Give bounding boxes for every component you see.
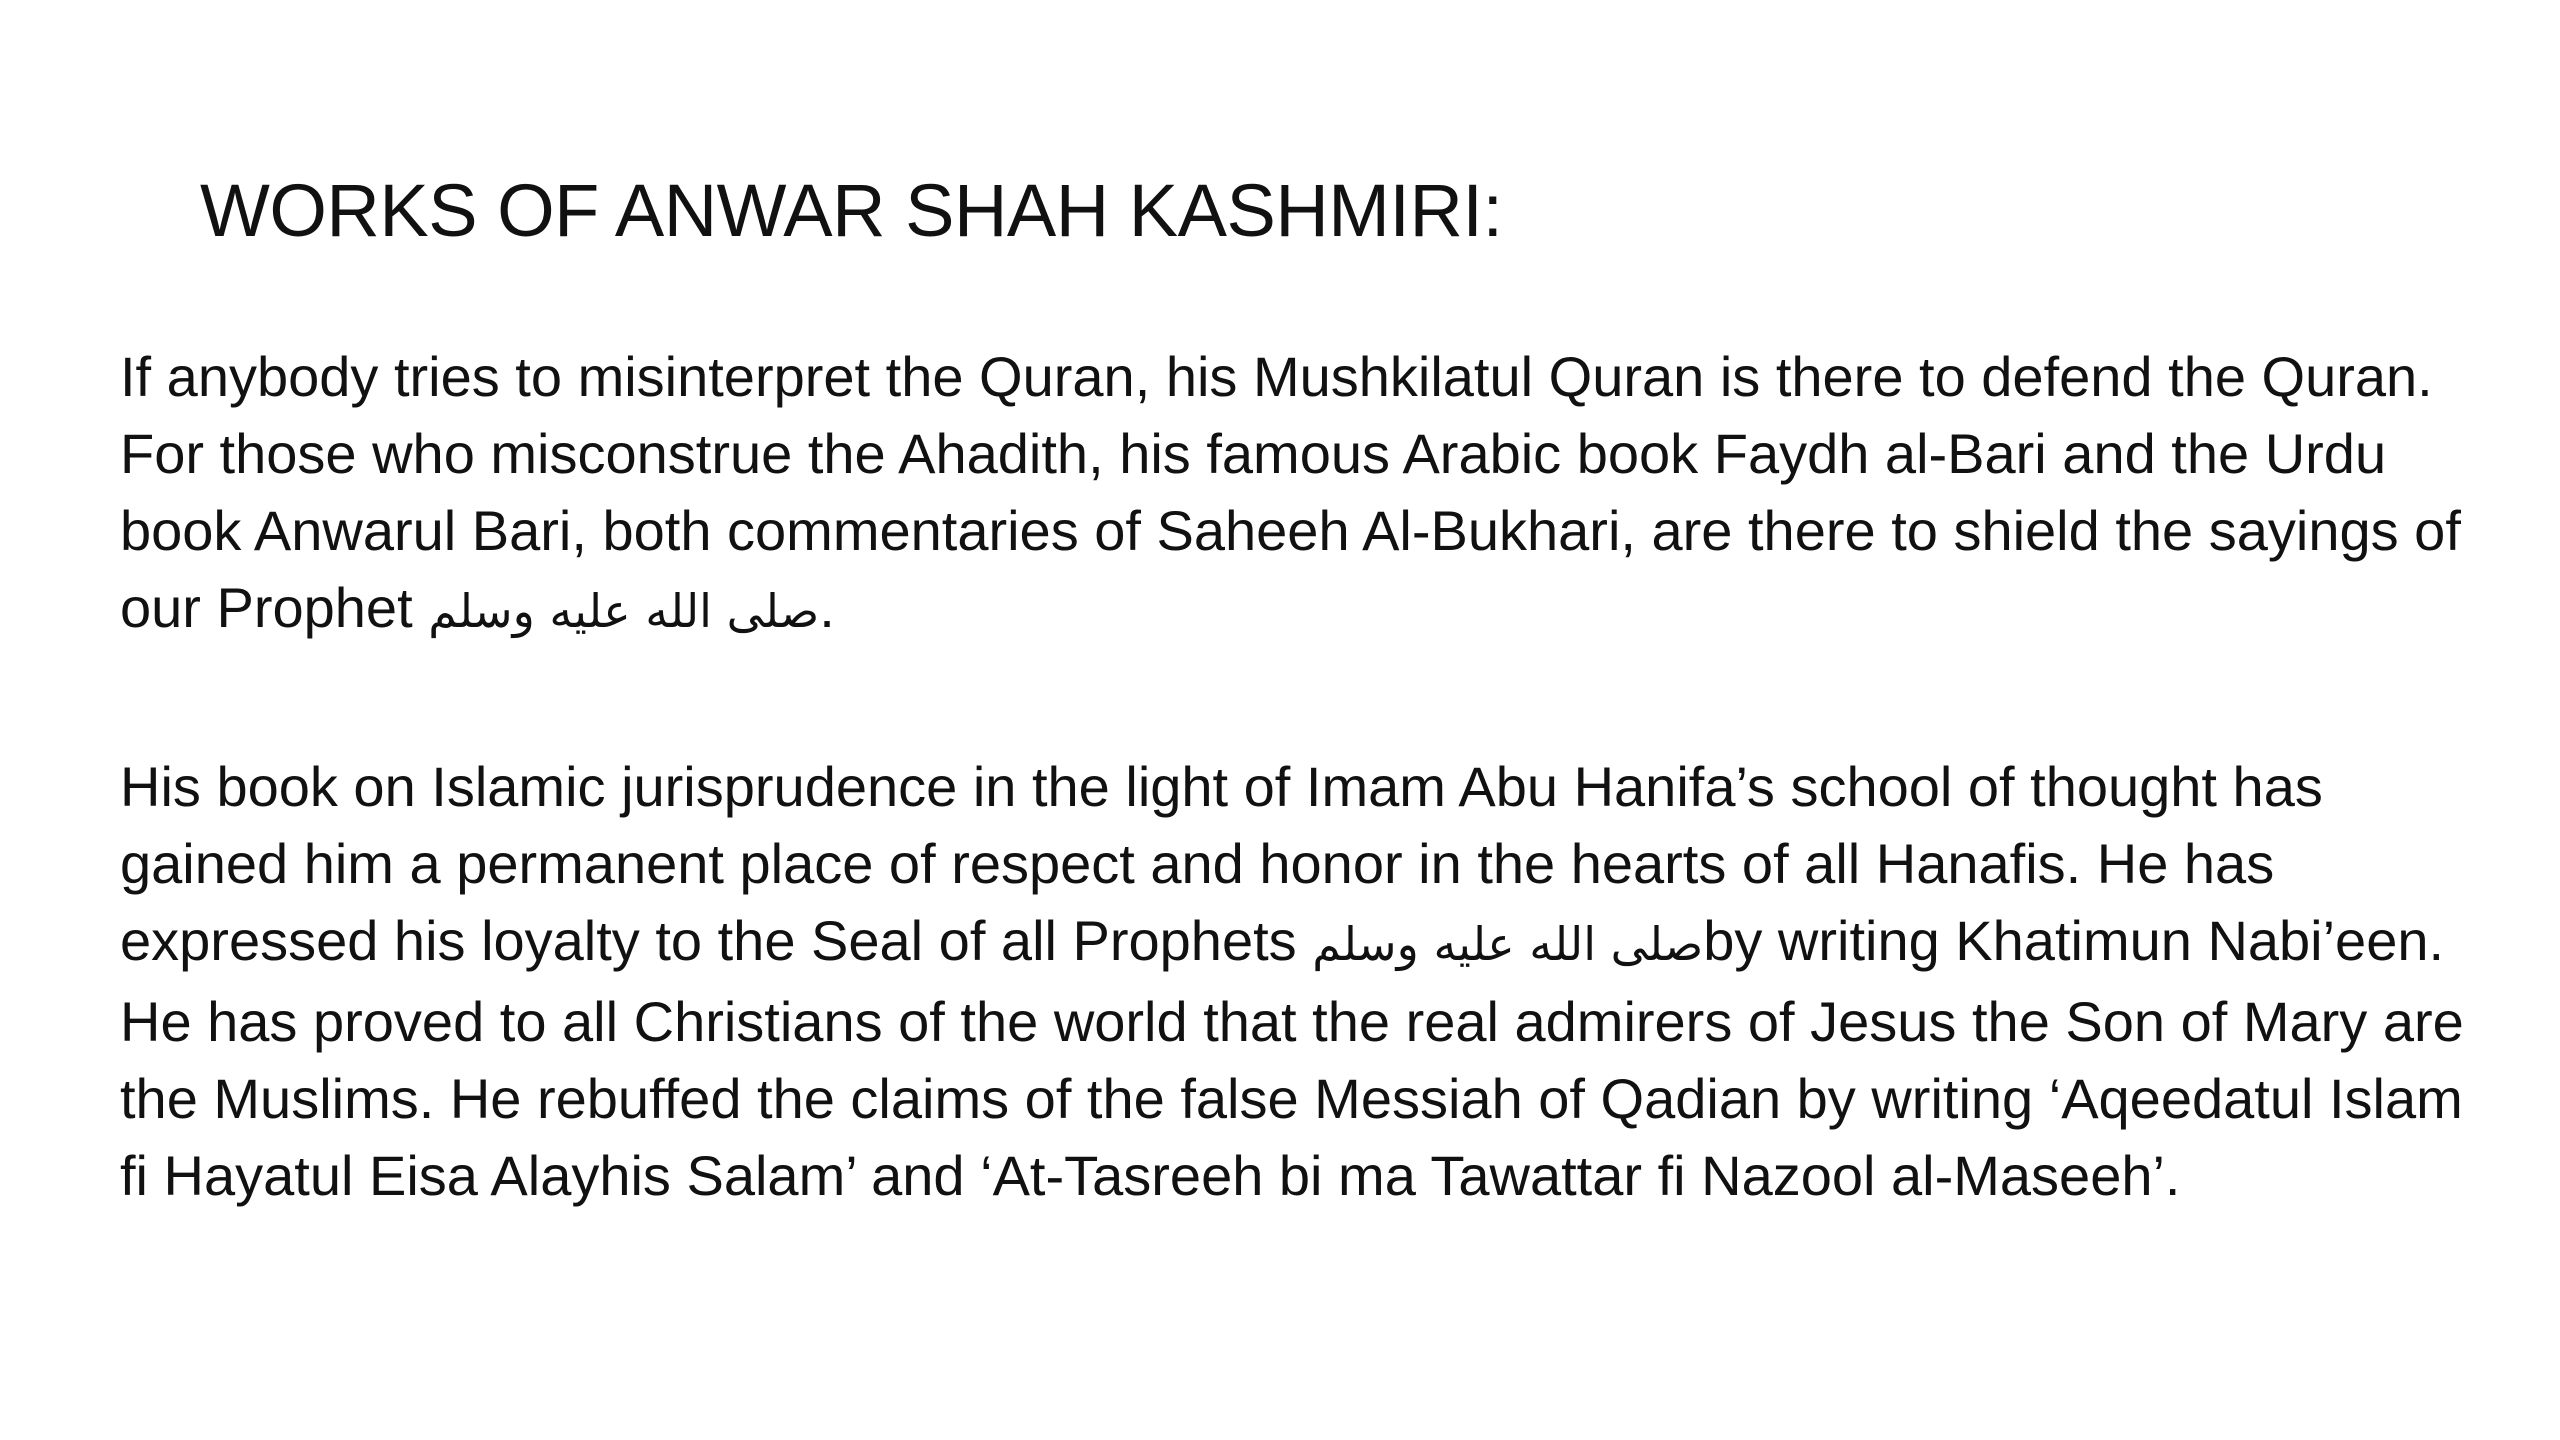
paragraph-quran-hadith-works (120, 338, 2480, 650)
slide-title: WORKS OF ANWAR SHAH KASHMIRI: (200, 169, 1503, 252)
paragraph-1-period: . (819, 576, 835, 639)
arabic-salutation: صلى الله عليه وسلم (428, 584, 820, 638)
arabic-salutation: صلى الله عليه وسلم (1312, 917, 1704, 971)
paragraph-2-text-end: by writing Khatimun Nabi’een. He has proved to all Christians of the world that the real admirers of Jesus the Son of Mary are the Muslims. He rebuffed the claims of the false Messiah of Qadian by writing ‘Aqeedatul Islam fi Hayatul Eisa Alayhis Salam’ and ‘At-Tasreeh bi ma Tawattar fi Nazool al-Maseeh’. (120, 909, 2464, 1207)
paragraph-jurisprudence-works (120, 748, 2480, 1214)
paragraph-2-text-start: His book on Islamic jurisprudence in the light of Imam Abu Hanifa’s school of thought has gained him a permanent place of respect and honor in the hearts of all Hanafis. He has expressed his loyalty to the Seal of all Prophets (120, 755, 2323, 972)
paragraph-1-text: If anybody tries to misinterpret the Quran, his Mushkilatul Quran is there to defend the Quran. For those who misconstrue the Ahadith, his famous Arabic book Faydh al-Bari and the Urdu book Anwarul Bari, both commentaries of Saheeh Al-Bukhari, are there to shield the sayings of our Prophet (120, 345, 2461, 639)
